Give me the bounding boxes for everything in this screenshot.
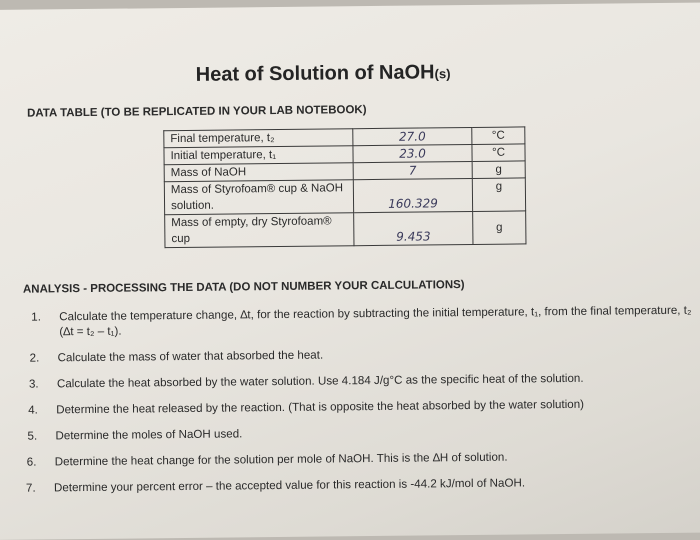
item-text: Determine the heat released by the reaction. (That is opposite the heat absorbed by the water solution) [56, 397, 585, 417]
row-label: Mass of empty, dry Styrofoam® cup [165, 213, 354, 248]
list-item [28, 396, 700, 418]
row-label: Initial temperature, t₁ [164, 146, 353, 165]
row-unit: g [472, 178, 525, 212]
row-label: Mass of Styrofoam® cup & NaOH solution. [164, 180, 353, 215]
item-number: 5. [27, 429, 38, 443]
table-row [164, 178, 525, 215]
row-label: Mass of NaOH [164, 163, 353, 182]
list-item [30, 344, 700, 366]
worksheet-page [0, 2, 700, 540]
item-text: Calculate the heat absorbed by the water solution. Use 4.184 J/g°C as the specific heat of the solution. [56, 371, 584, 391]
row-unit: g [473, 211, 526, 245]
item-number: 4. [28, 403, 38, 417]
row-value: 9.453 [354, 211, 473, 245]
row-label: Final temperature, t₂ [164, 129, 353, 148]
row-unit: °C [472, 127, 525, 145]
data-table [163, 126, 526, 248]
data-table-heading: DATA TABLE (TO BE REPLICATED IN YOUR LAB NOTEBOOK) [27, 104, 367, 120]
item-number: 2. [29, 351, 40, 365]
item-number: 3. [28, 377, 39, 391]
list-item [27, 448, 700, 470]
item-number: 1. [31, 310, 41, 324]
table-row [165, 211, 526, 248]
analysis-list [25, 303, 700, 507]
list-item [31, 303, 700, 340]
item-text: Determine your percent error – the accepted value for this reaction is -44.2 kJ/mol of NaOH. [53, 476, 526, 495]
row-value: 27.0 [353, 127, 472, 145]
item-text: Calculate the temperature change, ∆t, for the reaction by subtracting the initial temperature, t₁, from the final temperature, t₂ (∆t = t₂ – t₁). [59, 303, 692, 339]
title-subscript: (s) [434, 66, 451, 82]
list-item [27, 422, 700, 444]
row-unit: °C [472, 144, 525, 162]
item-text: Determine the moles of NaOH used. [55, 427, 243, 443]
row-value: 7 [353, 161, 472, 179]
title-main: Heat of Solution of NaOH [195, 61, 435, 86]
list-item [26, 474, 700, 496]
item-text: Calculate the mass of water that absorbed the heat. [57, 348, 324, 365]
item-number: 7. [25, 481, 36, 495]
row-value: 160.329 [353, 178, 472, 212]
item-number: 6. [26, 455, 37, 469]
row-value: 23.0 [353, 144, 472, 162]
item-text: Determine the heat change for the solution per mole of NaOH. This is the ∆H of solution. [54, 450, 508, 469]
list-item [29, 370, 700, 392]
analysis-heading: ANALYSIS - PROCESSING THE DATA (DO NOT NUMBER YOUR CALCULATIONS) [22, 279, 465, 296]
page-title [196, 61, 451, 87]
row-unit: g [472, 161, 525, 179]
